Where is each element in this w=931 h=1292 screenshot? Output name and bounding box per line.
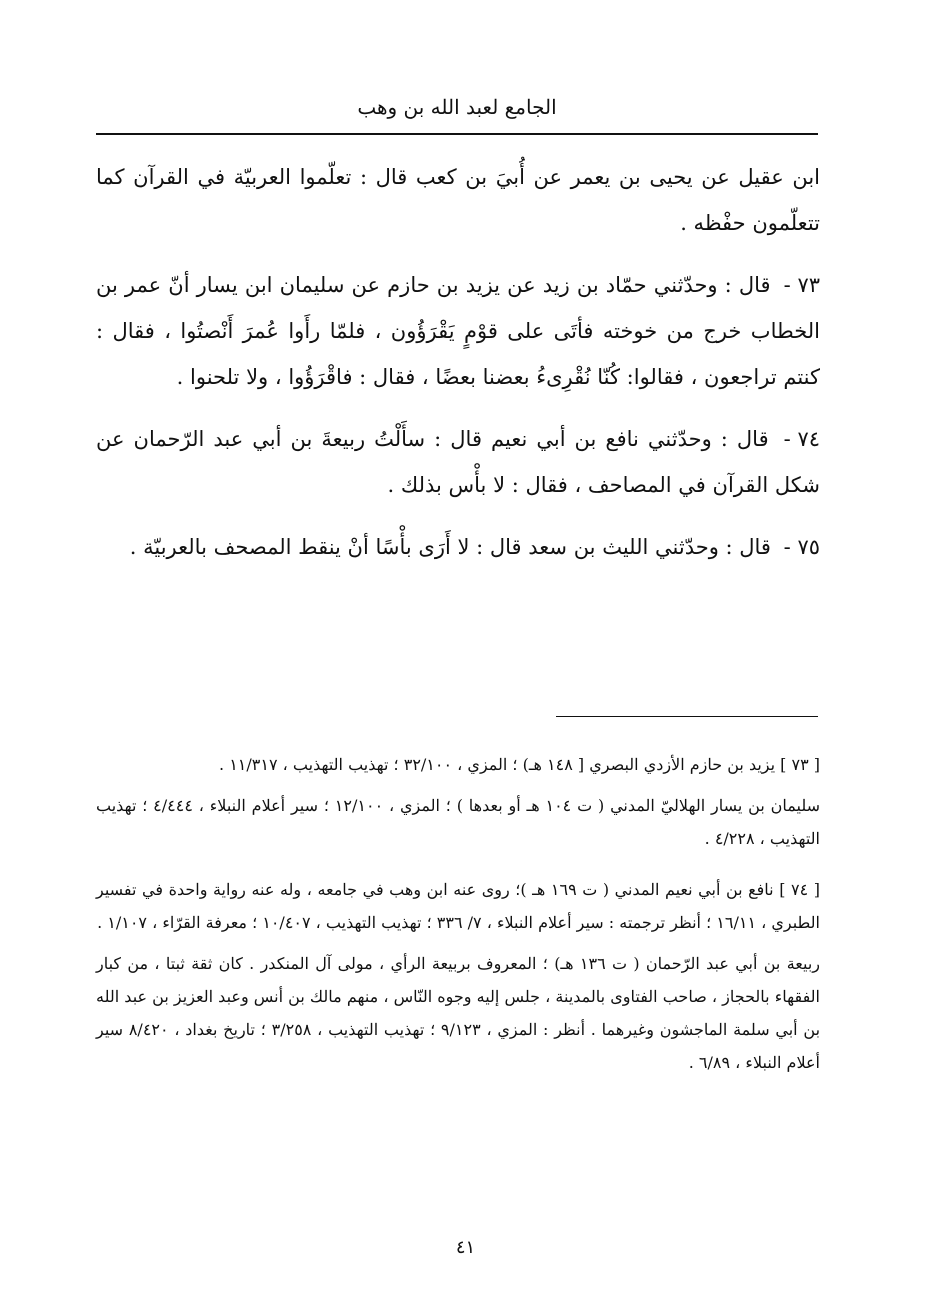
- paragraph-74: [96, 416, 820, 508]
- footnote-73-sulayman: سليمان بن يسار الهلاليّ المدني ( ت ١٠٤ هـ أو بعدها ) ؛ المزي ، ١٢/١٠٠ ؛ سير أعلام النبلاء ، ٤/٤٤٤ ؛ تهذيب التهذيب ، ٤/٢٢٨ .: [96, 796, 821, 848]
- main-text: [96, 154, 820, 586]
- paragraph-text: قال : وحدّثني نافع بن أبي نعيم قال : سأَلْتُ ربيعةَ بن أبي عبد الرّحمان عن شكل القرآن في المصاحف ، فقال : لا بأْس بذلك .: [96, 427, 820, 497]
- page-number: ٤١: [455, 1237, 476, 1258]
- paragraph-number: ٧٥ -: [783, 535, 820, 559]
- footnote-separator: [556, 716, 818, 717]
- paragraph-number: ٧٣ -: [783, 273, 820, 297]
- footnote-74-nafi: [ ٧٤ ] نافع بن أبي نعيم المدني ( ت ١٦٩ هـ )؛ روى عنه ابن وهب في جامعه ، وله عنه رواية واحدة في تفسير الطبري ، ١٦/١١ ؛ أنظر ترجمته : سير أعلام النبلاء ، ٧/ ٣٣٦ ؛ تهذيب التهذيب ، ١٠/٤٠٧ ؛ معرفة القرّاء ، ١/١٠٧ .: [96, 880, 821, 932]
- footnote-73-yazid: [ ٧٣ ] يزيد بن حازم الأزدي البصري [ ١٤٨ هـ) ؛ المزي ، ٣٢/١٠٠ ؛ تهذيب التهذيب ، ١١/٣١٧ .: [219, 755, 820, 774]
- paragraph-text: قال : وحدّثني حمّاد بن زيد عن يزيد بن حازم عن سليمان ابن يسار أنّ عمر بن الخطاب خرج من خوخته فأتَى على قوْمٍ يَقْرَؤُون ، فلمّا رأَوا عُمرَ أَنْصتُوا ، فقال : كنتم تراجعون ، فقالوا: كُنّا نُقْرِىءُ بعضنا بعضًا ، فقال : فاقْرَؤُوا ، ولا تلحنوا .: [96, 273, 820, 389]
- paragraph-continuation: [96, 154, 820, 246]
- header-rule: [96, 133, 818, 135]
- paragraph-text: ابن عقيل عن يحيى بن يعمر عن أُبيَ بن كعب قال : تعلّموا العربيّة في القرآن كما تتعلّمون حفْظه .: [96, 165, 820, 235]
- paragraph-73: [96, 262, 820, 400]
- paragraph-75: [96, 524, 820, 570]
- footnote-74-rabia: ربيعة بن أبي عبد الرّحمان ( ت ١٣٦ هـ) ؛ المعروف بربيعة الرأي ، مولى آل المنكدر . كان ثقة ثبتا ، من كبار الفقهاء بالحجاز ، صاحب الفتاوى بالمدينة ، جلس إليه وجوه النّاس ، منهم مالك بن أنس وعبد العزيز بن عبد الله بن أبي سلمة الماجشون وغيرهما . أنظر : المزي ، ٩/١٢٣ ؛ تهذيب التهذيب ، ٣/٢٥٨ ؛ تاريخ بغداد ، ٨/٤٢٠ سير أعلام النبلاء ، ٦/٨٩ .: [96, 954, 821, 1072]
- paragraph-text: قال : وحدّثني الليث بن سعد قال : لا أَرَى بأْسًا أنْ ينقط المصحف بالعربيّة .: [129, 535, 771, 559]
- running-header: الجامع لعبد الله بن وهب: [357, 95, 557, 119]
- paragraph-number: ٧٤ -: [783, 427, 820, 451]
- footnotes: [96, 748, 820, 1087]
